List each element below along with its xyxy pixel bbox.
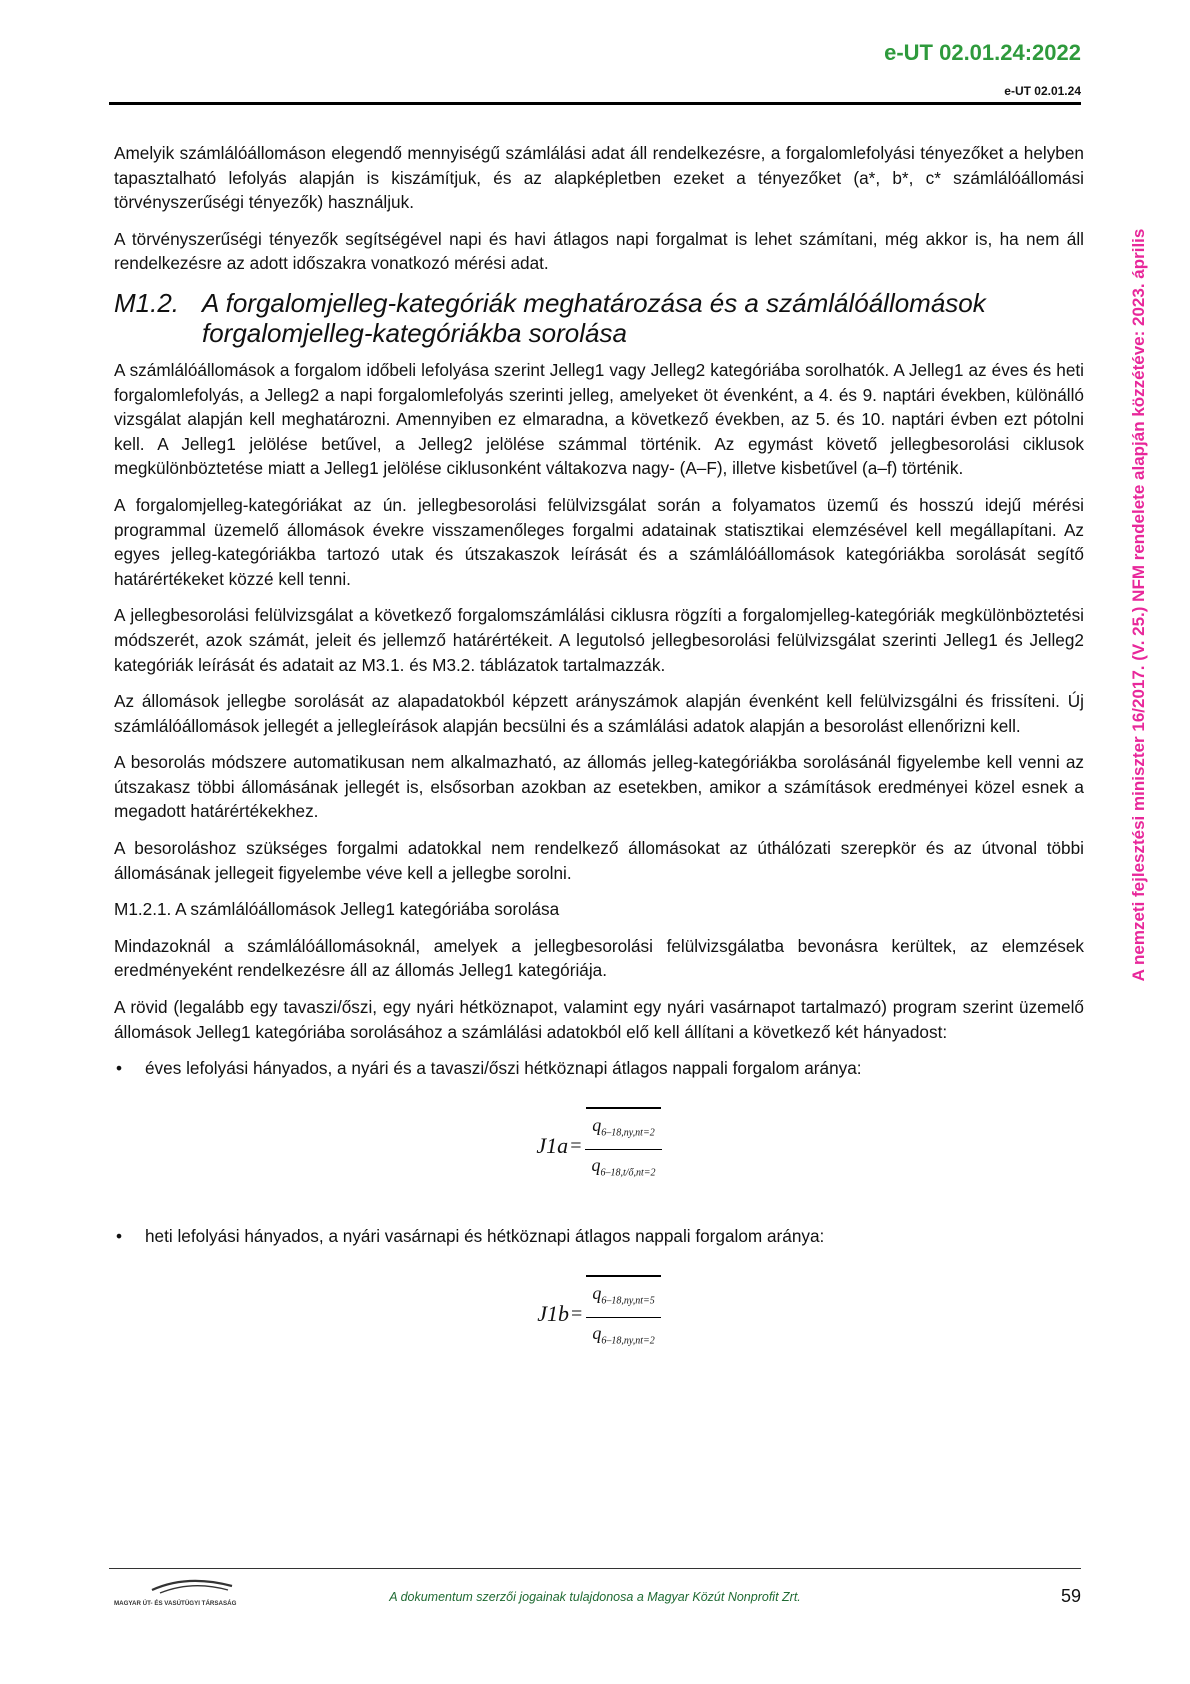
fraction: [585, 1107, 661, 1186]
formula-j1a: [114, 1107, 1084, 1186]
paragraph-intro-2: A törvényszerűségi tényezők segítségével napi és havi átlagos napi forgalmat is lehet számítani, még akkor is, ha nem áll rendelkezésre az adott időszakra vonatkozó mérési adat.: [114, 228, 1084, 274]
paragraph-section-2: A forgalomjelleg-kategóriákat az ún. jellegbesorolási felülvizsgálat során a folyamatos üzemű és hosszú idejű mérési programmal üzemelő állomások évekre visszamenőleges forgalmi adatainak statisztikai elemzésével kell megállapítani. Az egyes jelleg-kategóriákba tartozó utak és útszakaszok leírását és a számlálóállomások kategóriákba sorolását segítő határértékeket közzé kell tenni.: [114, 494, 1084, 589]
footer-rule: [109, 1568, 1081, 1569]
formula-equals: =: [570, 1135, 582, 1158]
formula-lhs: J1b: [537, 1301, 570, 1327]
page-number: 59: [1060, 1586, 1081, 1606]
paragraph-sub-1: Mindazoknál a számlálóállomásoknál, amelyek a jellegbesorolási felülvizsgálatba bevonásra kerültek, az elemzések eredményeként rendelkezésre áll az állomás Jelleg1 kategóriája.: [114, 935, 1084, 981]
paragraph-sub-2: A rövid (legalább egy tavaszi/őszi, egy nyári hétköznapot, valamint egy nyári vasárnapot tartalmazó) program szerint üzemelő állomások Jelleg1 kategóriába sorolásához a számlálási adatokból elő kell állítani a következő két hányadost:: [114, 997, 1084, 1042]
fraction-numerator: $q_{6-18,ny,nt=2}$: [586, 1107, 660, 1146]
bullet-icon: •: [116, 1058, 123, 1079]
fraction-denominator: $q_{6-18,t/ő,nt=2}$: [591, 1155, 656, 1179]
subsection-title: M1.2.1. A számlálóállomások Jelleg1 kategóriába sorolása: [114, 899, 560, 920]
bullet-text: éves lefolyási hányados, a nyári és a tavaszi/őszi hétköznapi átlagos nappali forgalom aránya:: [145, 1058, 862, 1079]
paragraph-section-4: Az állomások jellegbe sorolását az alapadatokból képzett arányszámok alapján évenként kell felülvizsgálni és frissíteni. Új számlálóállomások jellegét a jellegleírások alapján becsülni és a számlálási adatok alapján a besorolást ellenőrizni kell.: [114, 691, 1084, 736]
paragraph-section-5: A besorolás módszere automatikusan nem alkalmazható, az állomás jelleg-kategóriákba sorolásánál figyelembe kell venni az útszakasz többi állomásának jellegét is, elsősorban azokban az esetekben, amikor a számítások eredményei közel esnek a megadott határértékekhez.: [114, 752, 1084, 822]
section-heading: [114, 288, 1084, 348]
fraction-numerator: $q_{6-18,ny,nt=5}$: [586, 1275, 660, 1314]
bullet-text: heti lefolyási hányados, a nyári vasárnapi és hétköznapi átlagos nappali forgalom aránya:: [145, 1226, 825, 1247]
section-title: A forgalomjelleg-kategóriák meghatározása és a számlálóállomások forgalomjelleg-kategóriákba sorolása: [202, 287, 986, 348]
section-number: M1.2.: [114, 287, 180, 318]
svg-text:MAGYAR ÚT- ÉS VASÚTÜGYI TÁRSAS: MAGYAR ÚT- ÉS VASÚTÜGYI TÁRSASÁG: [114, 1600, 237, 1607]
list-item: [114, 1224, 1084, 1249]
fraction-bar: [586, 1317, 660, 1318]
bullet-list-2: [114, 1224, 1084, 1249]
list-item: [114, 1056, 1084, 1081]
fraction-bar: [585, 1149, 661, 1150]
fraction-denominator: $q_{6-18,ny,nt=2}$: [592, 1322, 655, 1347]
paragraph-section-1: A számlálóállomások a forgalom időbeli lefolyása szerint Jelleg1 vagy Jelleg2 kategóriába sorolhatók. A Jelleg1 az éves és heti forgalomlefolyás, a Jelleg2 a napi forgalomlefolyás szerinti jelleg, amelyeket öt évenként, a 4. és 9. naptári években, különálló vizsgálat alapján kell meghatározni. Amennyiben ez elmaradna, a következő években, az 5. és 10. naptári évben ezt pótolni kell. A Jelleg1 jelölése betűvel, a Jelleg2 jelölése számmal történik. Az egymást követő jellegbesorolási ciklusok megkülönböztetése miatt a Jelleg1 jelölése ciklusonként váltakozva nagy- (A–F), illetve kisbetűvel (a–f) történik.: [114, 359, 1084, 479]
header-rule: [109, 102, 1081, 105]
fraction: [586, 1275, 660, 1354]
paragraph-section-6: A besoroláshoz szükséges forgalmi adatokkal nem rendelkező állomásokat az úthálózati szerepkör és az útvonal többi állomásának jellegeit figyelembe véve kell a jellegbe sorolni.: [114, 838, 1084, 883]
formula-equals: =: [571, 1303, 583, 1326]
paragraph-section-3: A jellegbesorolási felülvizsgálat a következő forgalomszámlálási ciklusra rögzíti a forgalomjelleg-kategóriák megkülönböztetési módszerét, azok számát, jeleit és jellemző határértékeit. A legutolsó jellegbesorolási felülvizsgálat szerinti Jelleg1 és Jelleg2 kategóriák leírását és adatait az M3.1. és M3.2. táblázatok tartalmazzák.: [114, 605, 1084, 675]
page-content: [114, 141, 1084, 1392]
bullet-list-1: [114, 1056, 1084, 1081]
document-code-small: e-UT 02.01.24: [1004, 84, 1081, 98]
side-note-text: A nemzeti fejlesztési miniszter 16/2017. (V. 25.) NFM rendelete alapján közzétéve: 2023. április: [1129, 228, 1148, 982]
paragraph-intro-1: Amelyik számlálóállomáson elegendő mennyiségű számlálási adat áll rendelkezésre, a forgalomlefolyási tényezőket a helyben tapasztalható lefolyás alapján is kiszámítjuk, és az alapképletben ezeket a tényezőket (a*, b*, c* számlálóállomási törvényszerűségi tényezők) használjuk.: [114, 143, 1084, 213]
formula-lhs: J1a: [536, 1133, 569, 1159]
formula-j1b: [114, 1275, 1084, 1354]
document-code: e-UT 02.01.24:2022: [884, 40, 1081, 65]
side-note: [1126, 150, 1152, 1060]
footer-copyright: A dokumentum szerzői jogainak tulajdonosa a Magyar Közút Nonprofit Zrt.: [389, 1590, 801, 1604]
bullet-icon: •: [116, 1226, 123, 1247]
